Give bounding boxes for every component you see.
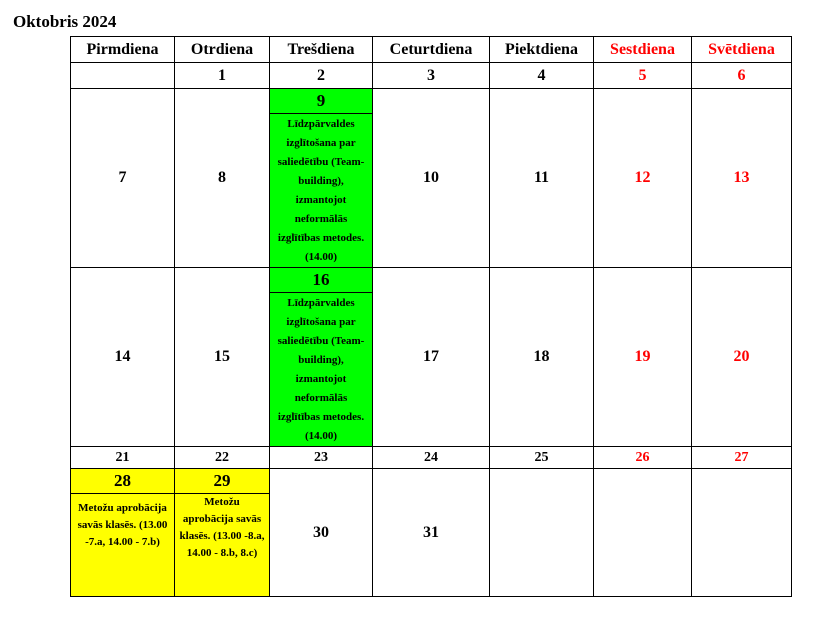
day-cell: 14 <box>71 268 175 447</box>
weekday-header: Ceturtdiena <box>373 37 490 63</box>
weekday-header-weekend: Svētdiena <box>692 37 792 63</box>
event-text: Metožu aprobācija savās klasēs. (13.00 -7.a, 14.00 - 7.b) <box>77 502 168 548</box>
calendar-table <box>70 36 792 597</box>
event-day-number: 9 <box>270 89 372 114</box>
week-row <box>71 469 792 597</box>
day-cell-weekend: 5 <box>594 63 692 89</box>
week-row <box>71 63 792 89</box>
event-day-number: 29 <box>175 469 269 494</box>
week-row <box>71 447 792 469</box>
day-cell: 24 <box>373 447 490 469</box>
event-text: Metožu aprobācija savās klasēs. (13.00 -8.a, 14.00 - 8.b, 8.c) <box>179 496 265 559</box>
day-cell: 1 <box>175 63 270 89</box>
day-cell: 18 <box>490 268 594 447</box>
day-cell-weekend: 27 <box>692 447 792 469</box>
weekday-header: Pirmdiena <box>71 37 175 63</box>
day-cell-empty <box>692 469 792 597</box>
day-cell-weekend: 13 <box>692 89 792 268</box>
week-row <box>71 89 792 268</box>
weekday-header: Trešdiena <box>270 37 373 63</box>
day-cell: 23 <box>270 447 373 469</box>
day-cell: 10 <box>373 89 490 268</box>
calendar-title: Oktobris 2024 <box>13 12 117 31</box>
weekday-header-weekend: Sestdiena <box>594 37 692 63</box>
event-cell <box>270 268 373 447</box>
day-cell: 11 <box>490 89 594 268</box>
event-text: Līdzpārvaldes izglītošana par saliedētību (Team-building), izmantojot neformālās izglītības metodes.(14.00) <box>277 297 365 442</box>
day-cell-weekend: 6 <box>692 63 792 89</box>
day-cell-empty <box>490 469 594 597</box>
day-cell-weekend: 20 <box>692 268 792 447</box>
event-cell <box>71 469 175 597</box>
event-day-number: 28 <box>71 469 174 494</box>
day-cell-weekend: 12 <box>594 89 692 268</box>
day-cell: 22 <box>175 447 270 469</box>
day-cell: 25 <box>490 447 594 469</box>
day-cell: 3 <box>373 63 490 89</box>
day-cell-weekend: 26 <box>594 447 692 469</box>
day-cell: 8 <box>175 89 270 268</box>
weekday-header: Otrdiena <box>175 37 270 63</box>
day-cell: 17 <box>373 268 490 447</box>
day-cell: 2 <box>270 63 373 89</box>
day-cell: 7 <box>71 89 175 268</box>
weekday-header-row <box>71 37 792 63</box>
day-cell-weekend: 19 <box>594 268 692 447</box>
weekday-header: Piektdiena <box>490 37 594 63</box>
event-day-number: 16 <box>270 268 372 293</box>
event-cell <box>175 469 270 597</box>
day-cell-empty <box>71 63 175 89</box>
day-cell: 31 <box>373 469 490 597</box>
day-cell-empty <box>594 469 692 597</box>
day-cell: 30 <box>270 469 373 597</box>
day-cell: 15 <box>175 268 270 447</box>
day-cell: 4 <box>490 63 594 89</box>
week-row <box>71 268 792 447</box>
event-text: Līdzpārvaldes izglītošana par saliedētību (Team-building), izmantojot neformālās izglītības metodes.(14.00) <box>277 118 365 263</box>
day-cell: 21 <box>71 447 175 469</box>
event-cell <box>270 89 373 268</box>
